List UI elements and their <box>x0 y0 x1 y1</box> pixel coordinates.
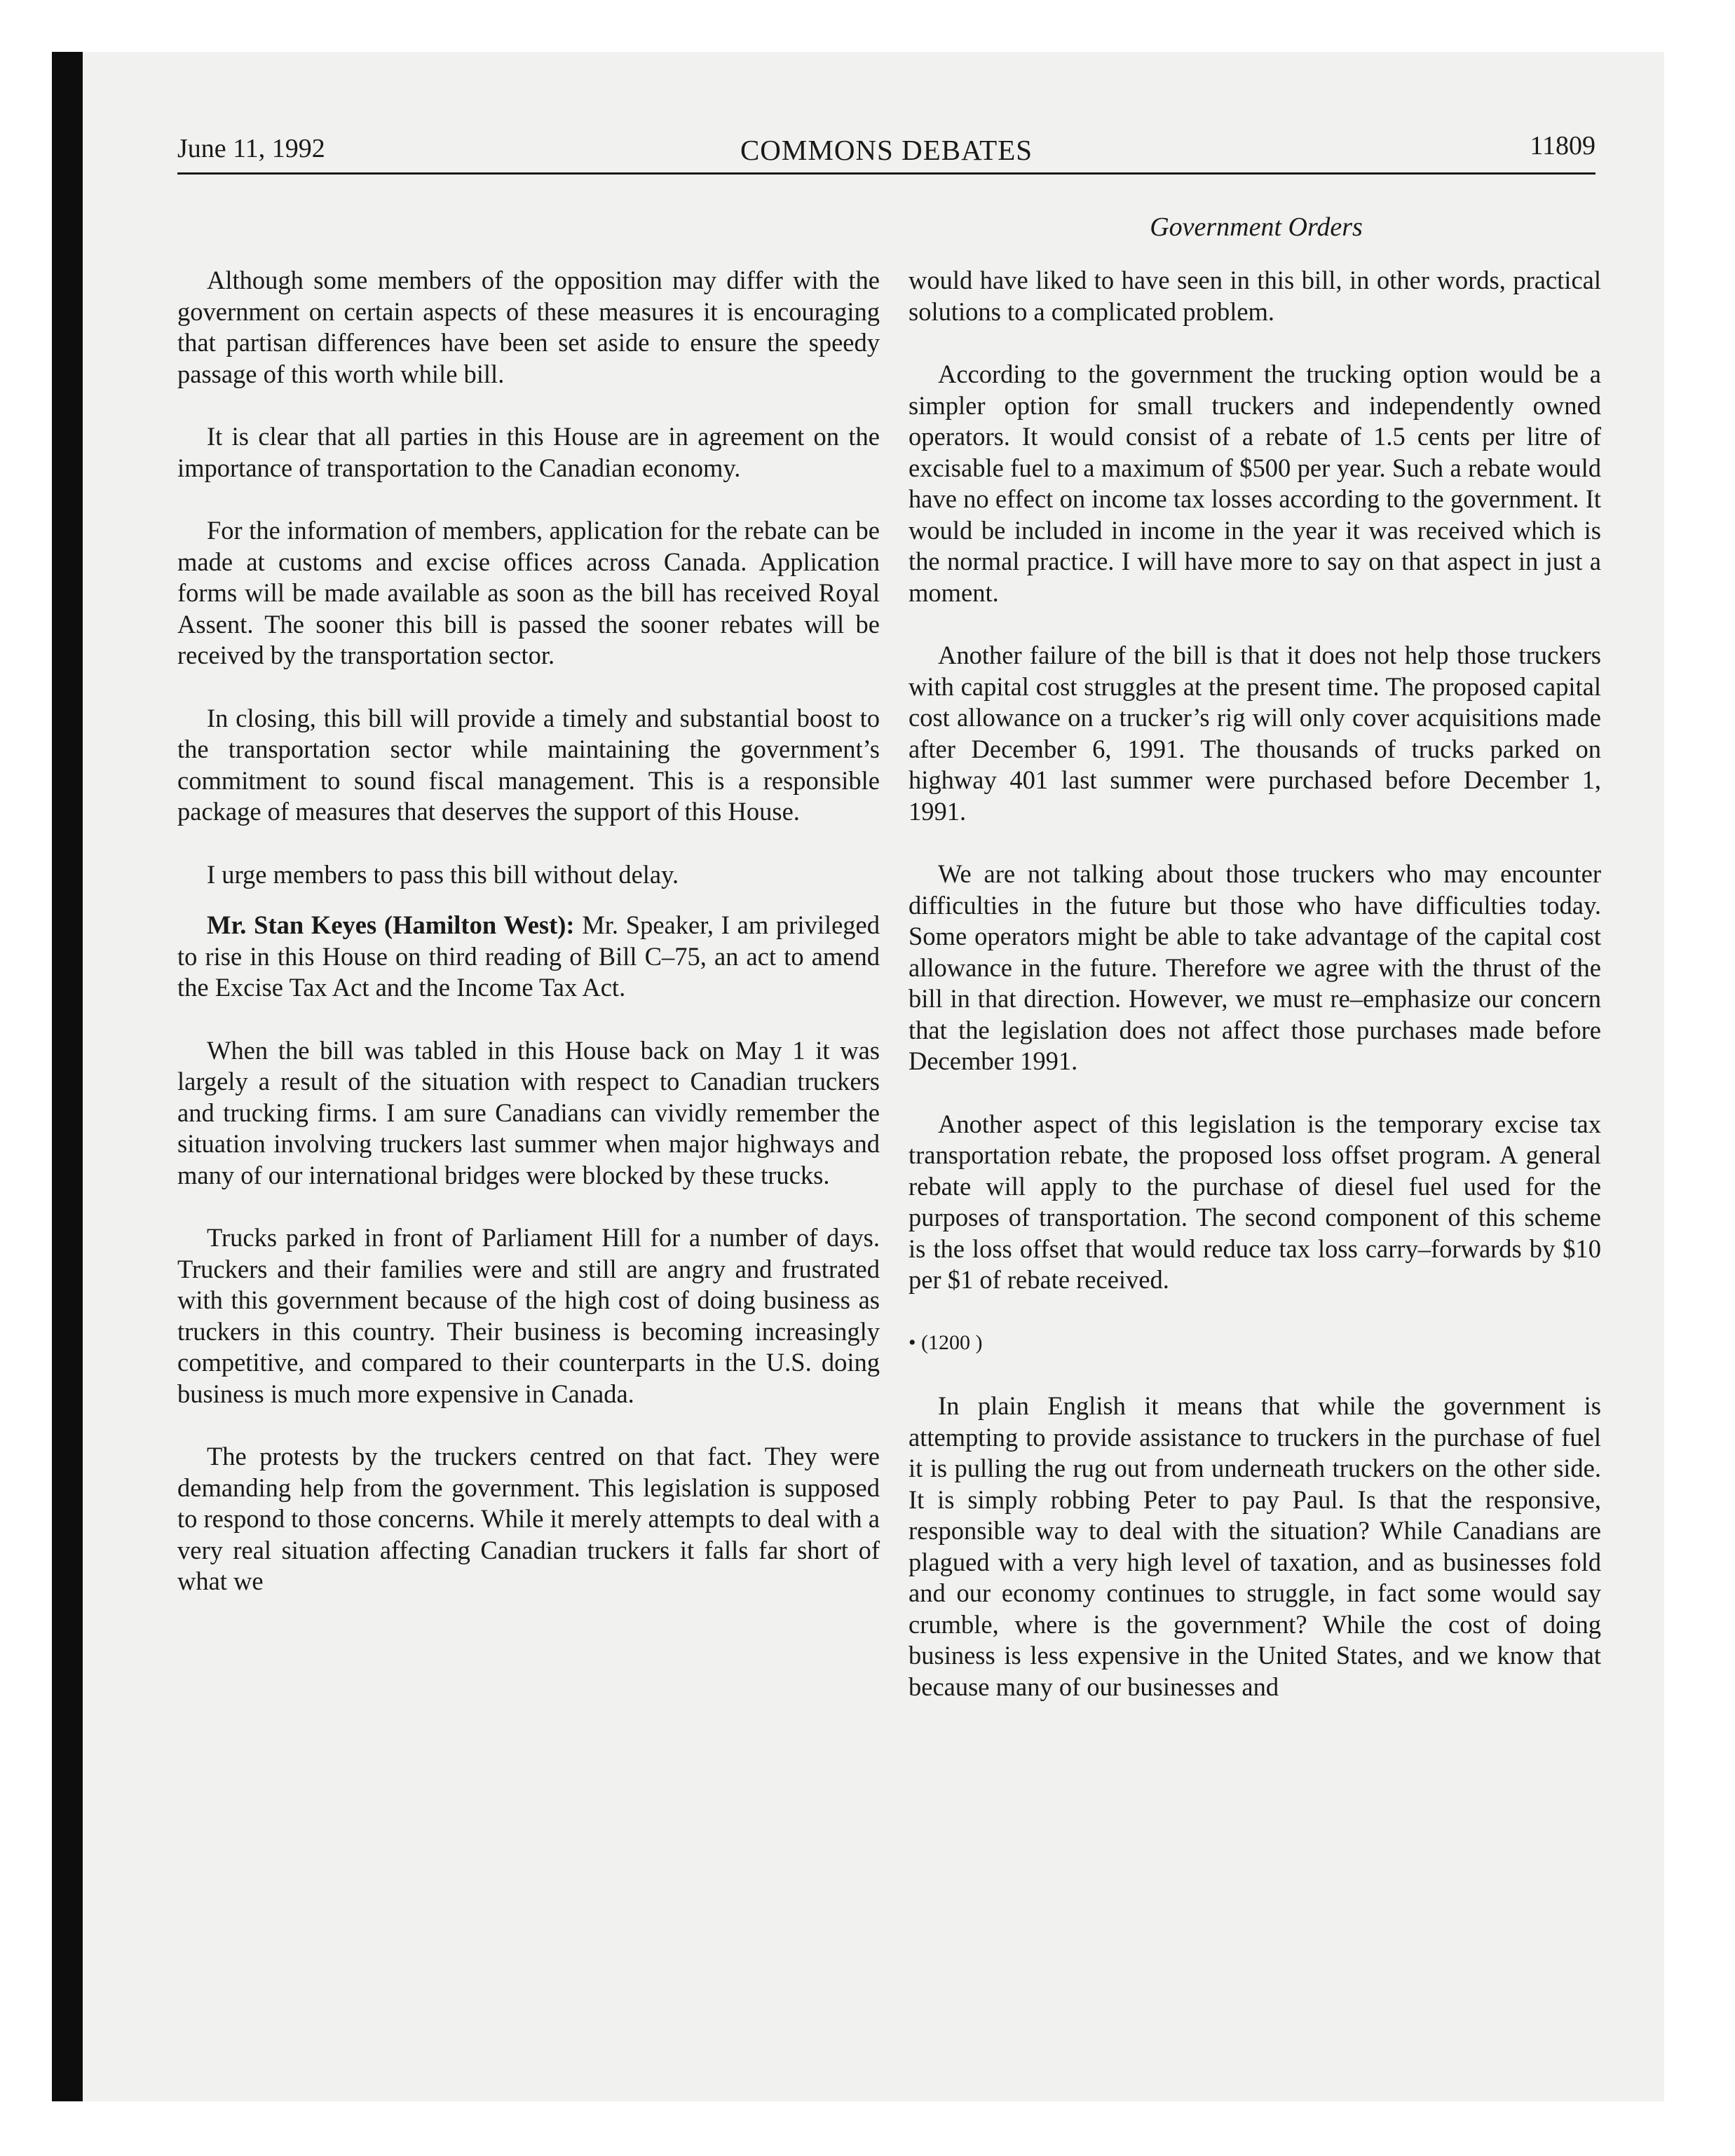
paragraph: Although some members of the opposition may differ with the government on certain aspects of these measures it is encouraging that partisan differences have been set aside to ensure the speedy passage of this worth while bill. <box>177 266 880 388</box>
right-column <box>909 265 1601 1734</box>
paragraph: Another failure of the bill is that it does not help those truckers with capital cost struggles at the present time. The proposed capital cost allowance on a trucker’s rig will only cover acquisitions made after December 6, 1991. The thousands of trucks parked on highway 401 last summer were purchased before December 1, 1991. <box>909 641 1601 826</box>
paragraph: When the bill was tabled in this House back on May 1 it was largely a result of the situation with respect to Canadian truckers and trucking firms. I am sure Canadians can vividly remember the situation involving truckers last summer when major highways and many of our international bridges were blocked by these trucks. <box>177 1035 880 1189</box>
speaker-name: Mr. Stan Keyes (Hamilton West): <box>207 910 575 939</box>
paragraph: It is clear that all parties in this House are in agreement on the importance of transportation to the Canadian economy. <box>177 422 880 482</box>
paragraph: Trucks parked in front of Parliament Hill for a number of days. Truckers and their families were and still are angry and frustrated with this government because of the high cost of doing business as truckers in this country. Their business is becoming increasingly competitive, and compared to their counterparts in the U.S. doing business is much more expensive in Canada. <box>177 1223 880 1408</box>
paragraph: According to the government the trucking option would be a simpler option for small truckers and independently owned operators. It would consist of a rebate of 1.5 cents per litre of excisable fuel to a maximum of $500 per year. Such a rebate would have no effect on income tax losses according to the government. It would be included in income in the year it was received which is the normal practice. I will have more to say on that aspect in just a moment. <box>909 360 1601 607</box>
paragraph: For the information of members, application for the rebate can be made at customs and excise offices across Canada. Application forms will be made available as soon as the bill has received Royal Assent. The sooner this bill is passed the sooner rebates will be received by the transportation sector. <box>177 516 880 669</box>
paragraph: Another aspect of this legislation is the temporary excise tax transportation rebate, the proposed loss offset program. A general rebate will apply to the purchase of diesel fuel used for the purposes of transportation. The second component of this scheme is the loss offset that would reduce tax loss carry–forwards by $10 per $1 of rebate received. <box>909 1109 1601 1294</box>
header-title: COMMONS DEBATES <box>740 134 1033 166</box>
paragraph: We are not talking about those truckers who may encounter difficulties in the future but those who have difficulties today. Some operators might be able to take advantage of the capital cost allowance in the future. Therefore we agree with the thrust of the bill in that direction. However, we must re–emphasize our concern that the legislation does not affect those purchases made before December 1991. <box>909 859 1601 1075</box>
page-header <box>177 133 1595 171</box>
paragraph: The protests by the truckers centred on that fact. They were demanding help from the government. This legislation is supposed to respond to those concerns. While it merely attempts to deal with a very real situation affecting Canadian truckers it falls far short of what we <box>177 1442 880 1595</box>
paragraph: I urge members to pass this bill without delay. <box>207 859 679 889</box>
time-marker: • (1200 ) <box>909 1330 983 1354</box>
paragraph: would have liked to have seen in this bill, in other words, practical solutions to a complicated problem. <box>909 266 1601 326</box>
speech-text: Mr. Speaker, I am privileged to rise in this House on third reading of Bill C–75, an act to amend the Excise Tax Act and the Income Tax Act. <box>177 910 880 1002</box>
page-number: 11809 <box>1530 131 1595 161</box>
section-title: Government Orders <box>1150 212 1363 242</box>
left-column <box>177 265 880 1629</box>
binding-edge <box>52 52 83 2101</box>
speech-paragraph <box>177 910 880 1004</box>
header-date: June 11, 1992 <box>177 134 325 163</box>
paragraph: In closing, this bill will provide a timely and substantial boost to the transportation sector while maintaining the government’s commitment to sound fiscal management. This is a responsible package of measures that deserves the support of this House. <box>177 703 880 826</box>
header-rule <box>177 172 1595 175</box>
paragraph: In plain English it means that while the government is attempting to provide assistance to truckers in the purchase of fuel it is pulling the rug out from underneath truckers on the other side. It is simply robbing Peter to pay Paul. Is that the responsive, responsible way to deal with the situation? While Canadians are plagued with a very high level of taxation, and as businesses fold and our economy continues to struggle, in fact some would say crumble, where is the government? While the cost of doing business is less expensive in the United States, and we know that because many of our businesses and <box>909 1391 1601 1701</box>
